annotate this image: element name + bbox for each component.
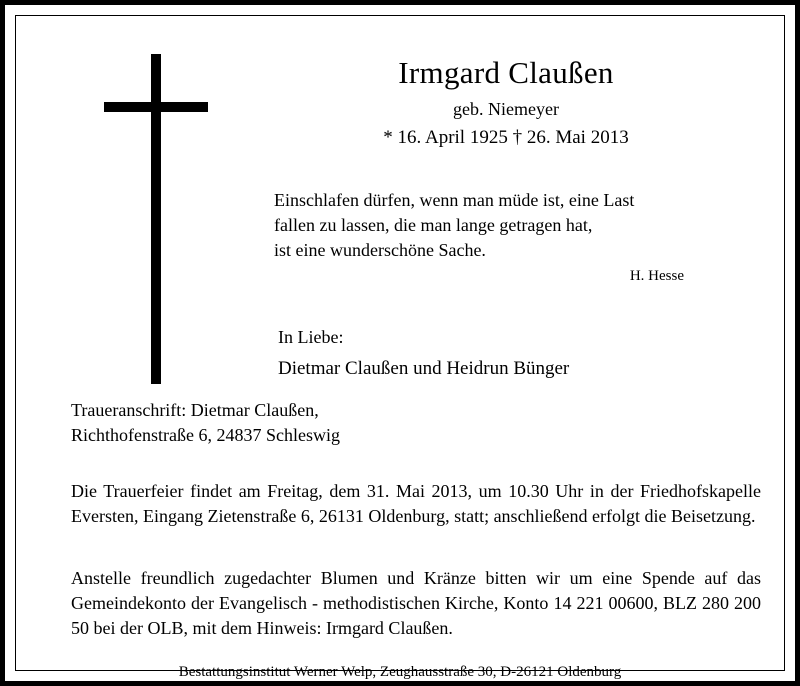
- address-line-1: Traueranschrift: Dietmar Claußen,: [71, 400, 319, 420]
- mourning-address: [71, 398, 771, 448]
- quote-line-3: ist eine wunderschöne Sache.: [274, 240, 486, 260]
- notice-inner-border: [15, 15, 785, 680]
- quote-author: H. Hesse: [629, 268, 684, 284]
- memorial-quote: [274, 188, 774, 263]
- cross-icon: [104, 54, 214, 384]
- donation-request-text: Anstelle freundlich zugedachter Blumen und Kränze bitten wir um eine Spende auf das Gemeindekonto der Evangelisch - methodistischen Kirche, Konto 14 221 00600, BLZ 280 200 50 bei der OLB, mit dem Hinweis: Irmgard Claußen.: [71, 568, 761, 638]
- header-block: [226, 54, 786, 152]
- address-line-2: Richthofenstraße 6, 24837 Schleswig: [71, 425, 340, 445]
- mourners-names: Dietmar Claußen und Heidrun Bünger: [278, 358, 570, 379]
- cross-horizontal-bar: [104, 102, 208, 112]
- deceased-name: Irmgard Claußen: [398, 55, 614, 90]
- funeral-service-text: Die Trauerfeier findet am Freitag, dem 31. Mai 2013, um 10.30 Uhr in der Friedhofskapelle Eversten, Eingang Zietenstraße 6, 26131 Oldenburg, statt; anschließend erfolgt die Beisetzung.: [71, 481, 761, 526]
- quote-line-1: Einschlafen dürfen, wenn man müde ist, eine Last: [274, 190, 635, 210]
- quote-line-2: fallen zu lassen, die man lange getragen hat,: [274, 215, 593, 235]
- deceased-born-name: geb. Niemeyer: [453, 99, 559, 119]
- birth-death-dates: * 16. April 1925 † 26. Mai 2013: [383, 127, 629, 148]
- in-love-label: In Liebe:: [278, 327, 344, 347]
- funeral-home-footer: Bestattungsinstitut Werner Welp, Zeughausstraße 30, D-26121 Oldenburg: [178, 664, 622, 680]
